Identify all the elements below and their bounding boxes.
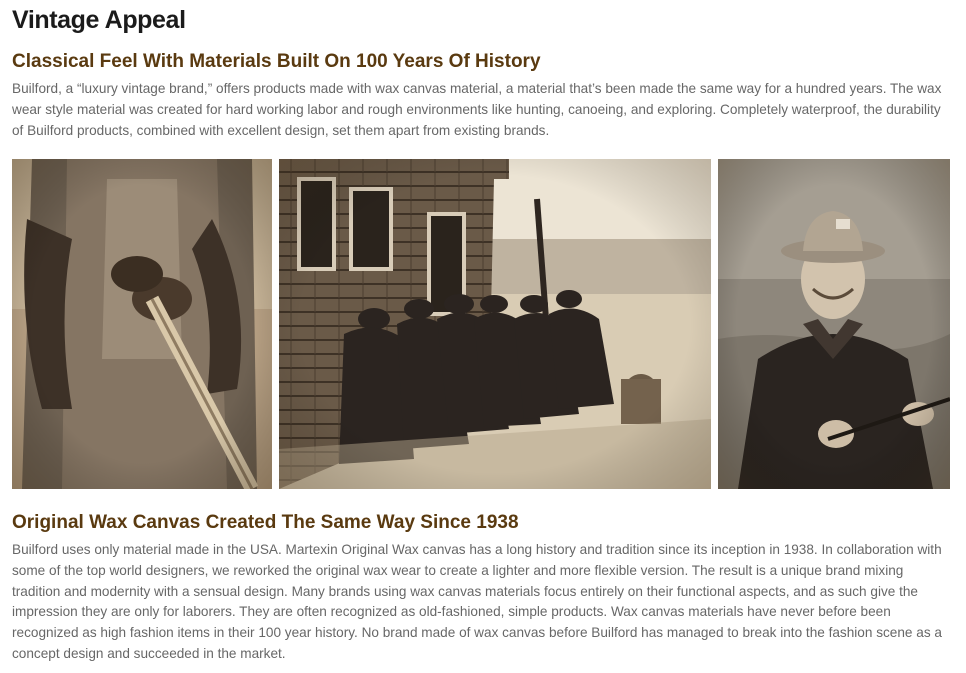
photo-fisherman bbox=[718, 159, 950, 489]
paragraph-original-wax-canvas: Builford uses only material made in the USA. Martexin Original Wax canvas has a long history and tradition since its inception in 1938. In collaboration with some of the top world designers, we reworked the original wax wear to create a lighter and more flexible version. The result is a unique brand mixing tradition and modernity with a sensual design. Many brands using wax canvas materials focus entirely on their functional aspects, and as such give the impression they are only for laborers. They are often recognized as old-fashioned, simple products. Wax canvas materials have never before been recognized as high fashion items in their 100 year history. No brand made of wax canvas before Builford has managed to break into the fashion scene as a concept design and succeeded in the market. bbox=[12, 542, 942, 661]
paragraph-classical-feel: Builford, a “luxury vintage brand,” offers products made with wax canvas material, a material that’s been made the same way for a hundred years. The wax wear style material was created for hard working labor and rough environments like hunting, canoeing, and exploring. Completely waterproof, the durability of Builford products, combined with excellent design, set them apart from existing brands. bbox=[12, 81, 942, 138]
photo-men-by-shack bbox=[279, 159, 711, 489]
heading-original-wax-canvas: Original Wax Canvas Created The Same Way Since 1938 bbox=[12, 512, 519, 533]
vintage-photo-strip bbox=[12, 159, 950, 489]
section-title: Vintage Appeal bbox=[12, 6, 186, 34]
heading-classical-feel: Classical Feel With Materials Built On 100 Years Of History bbox=[12, 51, 541, 72]
photo-worker-with-tool bbox=[12, 159, 272, 489]
